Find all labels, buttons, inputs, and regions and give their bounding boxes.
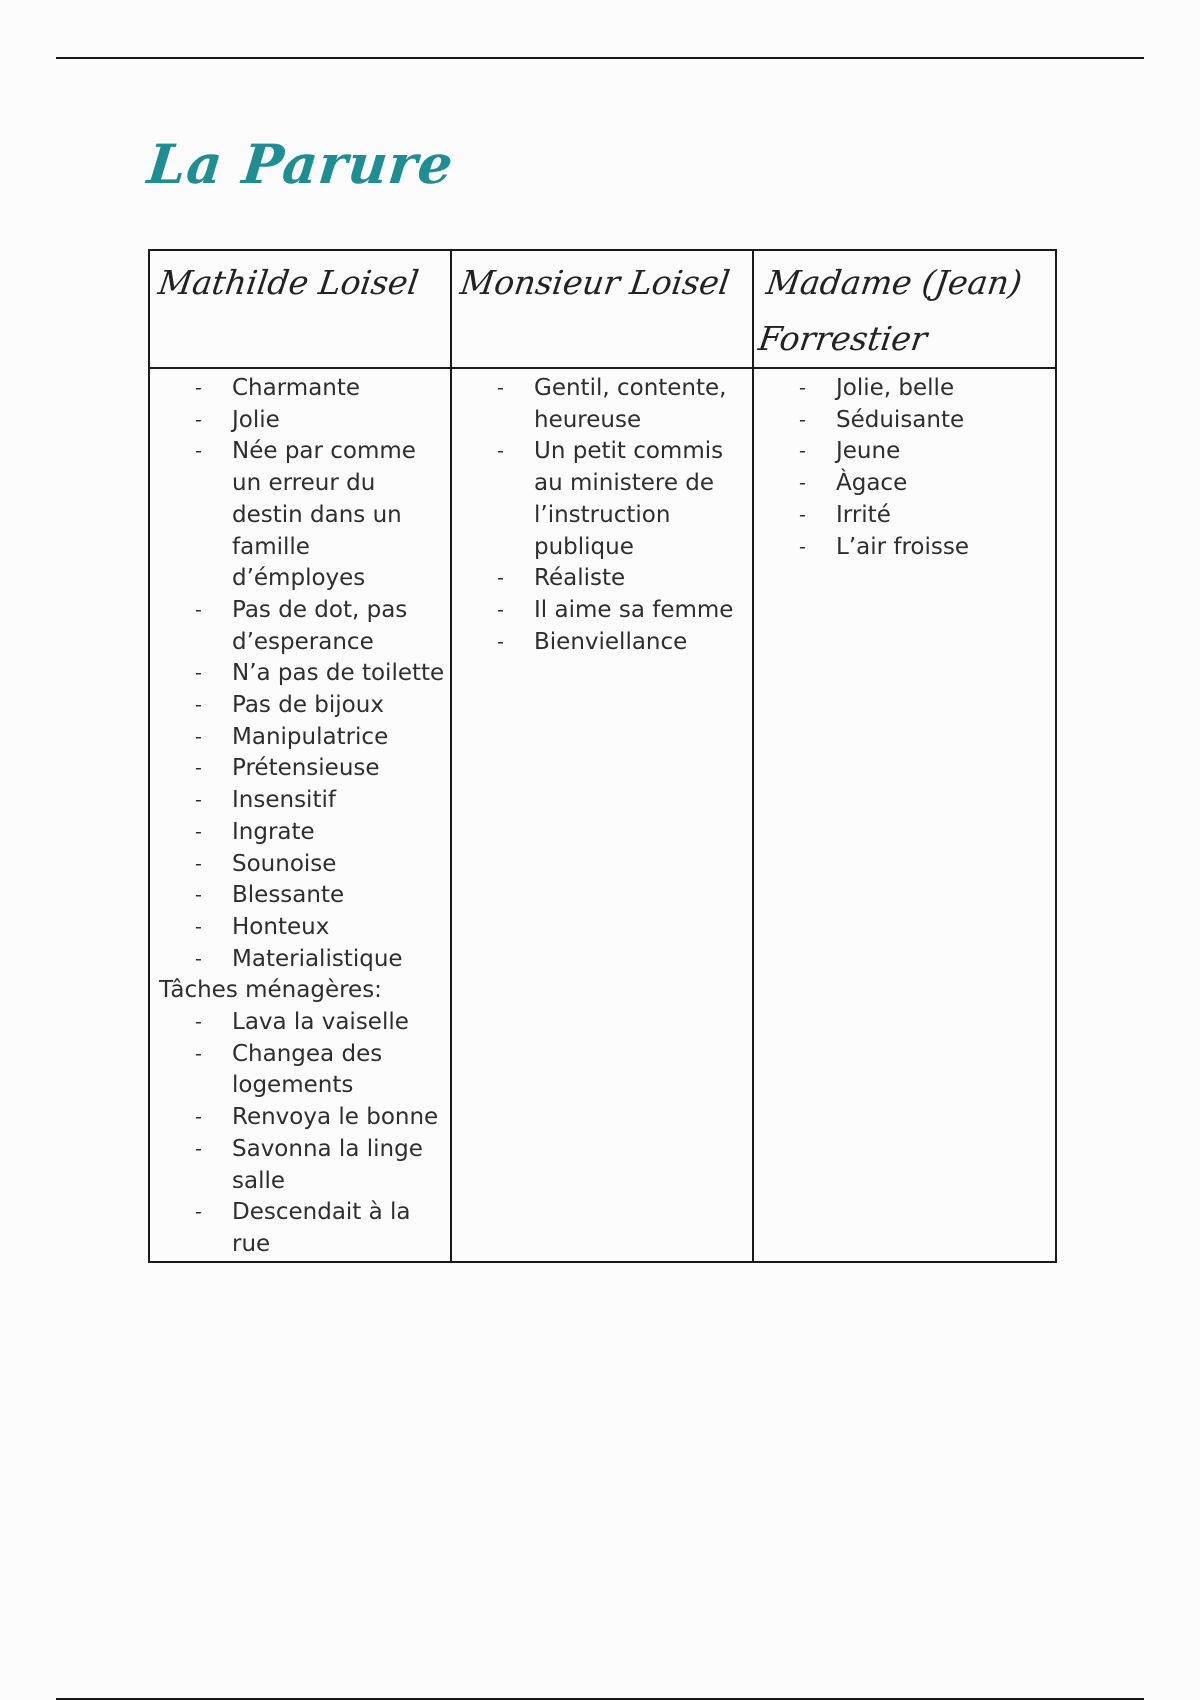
list-item: - Gentil, contente, heureuse [452, 373, 748, 436]
list-item: - Irrité [754, 500, 1051, 532]
list-item: - L’air froisse [754, 532, 1051, 564]
sub-heading-chores: Tâches ménagères: [159, 977, 382, 1004]
column-heading: Monsieur Loisel [458, 263, 733, 302]
list-item: - Bienviellance [452, 627, 748, 659]
list-item: - Il aime sa femme [452, 595, 748, 627]
list-item: - Ingrate [150, 817, 446, 849]
column-header-monsieur-loisel [451, 250, 753, 368]
list-item: - Pas de bijoux [150, 690, 446, 722]
list-item: - Jolie [150, 405, 446, 437]
column-cell-monsieur-loisel [451, 368, 753, 1262]
list-item: - Savonna la linge salle [150, 1134, 446, 1197]
list-item: - Changea des logements [150, 1039, 446, 1102]
character-table [148, 249, 1057, 1263]
column-header-madame-forrestier [753, 250, 1056, 368]
list-item: - Insensitif [150, 785, 446, 817]
column-heading: Madame (Jean) Forrestier [756, 263, 1025, 358]
table-body-row [149, 368, 1056, 1262]
column-cell-madame-forrestier [753, 368, 1056, 1262]
list-item: - Blessante [150, 880, 446, 912]
list-item: - Jolie, belle [754, 373, 1051, 405]
column-heading: Mathilde Loisel [156, 263, 422, 302]
trait-list [150, 369, 450, 975]
list-item: - Jeune [754, 436, 1051, 468]
list-item: - N’a pas de toilette [150, 658, 446, 690]
list-item: - Materialistique [150, 944, 446, 976]
list-item: - Pas de dot, pas d’esperance [150, 595, 446, 658]
list-item: - Honteux [150, 912, 446, 944]
list-item: - Sounoise [150, 849, 446, 881]
column-header-mathilde [149, 250, 451, 368]
list-item: - Àgace [754, 468, 1051, 500]
list-item: - Réaliste [452, 563, 748, 595]
trait-list [754, 369, 1055, 563]
trait-list [452, 369, 752, 658]
list-item: - Descendait à la rue [150, 1197, 446, 1260]
header-rule [56, 57, 1144, 59]
page-title: La Parure [144, 132, 457, 196]
list-item: - Renvoya le bonne [150, 1102, 446, 1134]
table-header-row [149, 250, 1056, 368]
list-item: - Lava la vaiselle [150, 1007, 446, 1039]
list-item: - Née par comme un erreur du destin dans un famille d’émployes [150, 436, 446, 595]
list-item: - Charmante [150, 373, 446, 405]
list-item: - Manipulatrice [150, 722, 446, 754]
column-cell-mathilde [149, 368, 451, 1262]
list-item: - Prétensieuse [150, 753, 446, 785]
list-item: - Séduisante [754, 405, 1051, 437]
list-item: - Un petit commis au ministere de l’instruction publique [452, 436, 748, 563]
chores-list [150, 1007, 450, 1261]
